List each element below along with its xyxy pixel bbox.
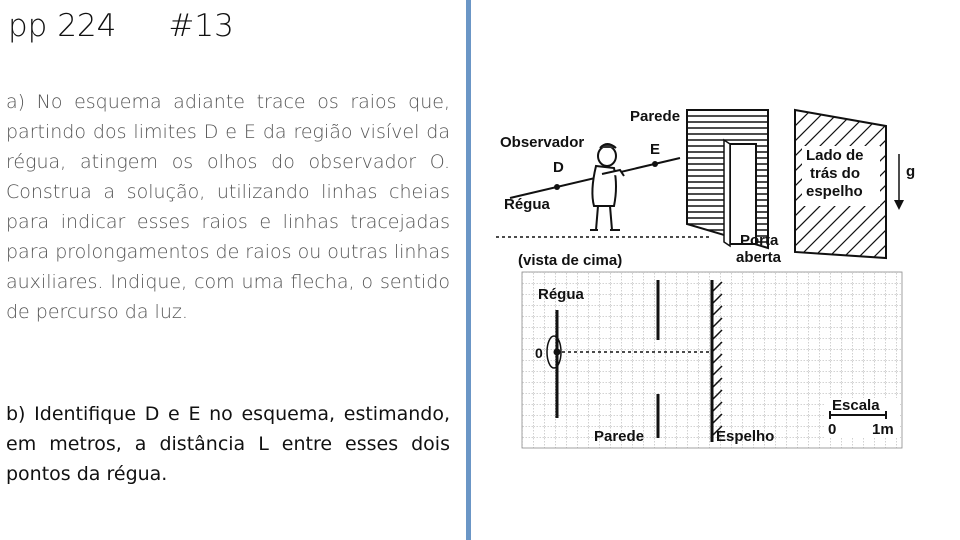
wall-3d [687, 110, 768, 248]
question-b-text: b) Identifique D e E no esquema, estimando, em metros, a distância L entre esses dois pontos da régua. [6, 403, 450, 485]
label-scale-1m: 1m [872, 421, 894, 438]
physics-diagram [490, 96, 930, 456]
label-lado-1: Lado de [806, 147, 864, 164]
open-door [730, 144, 756, 244]
label-observador: Observador [500, 134, 585, 151]
label-lado-3: espelho [806, 183, 863, 200]
label-regua: Régua [504, 196, 550, 213]
question-a-text: a) No esquema adiante trace os raios que, partindo dos limites D e E da região visível da régua, atingem os olhos do observador O. Construa a solução, utilizando linhas cheias para indicar esses raios e linhas tracejadas para prolongamentos de raios ou outras linhas auxiliares. Indique, com uma flecha, o sentido de percurso da luz. [6, 91, 451, 323]
vertical-divider [466, 0, 471, 540]
slide-header [8, 8, 234, 48]
observer-figure [590, 144, 624, 230]
label-porta-2: aberta [736, 249, 782, 266]
question-number: #13 [168, 8, 234, 44]
label-scale-0: 0 [828, 421, 837, 438]
gravity-arrow [894, 154, 904, 210]
point-d-marker [554, 184, 560, 190]
label-point-e: E [650, 141, 661, 158]
label-point-d: D [553, 159, 564, 176]
label-escala: Escala [832, 397, 880, 414]
label-zero: 0 [535, 345, 543, 361]
label-vista-de-cima: (vista de cima) [518, 252, 623, 269]
label-g: g [906, 163, 916, 180]
label-porta-1: Porta [740, 232, 779, 249]
label-parede: Parede [630, 108, 681, 125]
label-parede-top-view: Parede [594, 428, 645, 445]
page-reference: pp 224 [8, 8, 117, 44]
point-e-marker [652, 161, 658, 167]
label-regua-top-view: Régua [538, 286, 584, 303]
label-lado-2: trás do [810, 165, 861, 182]
label-espelho: Espelho [716, 428, 775, 445]
